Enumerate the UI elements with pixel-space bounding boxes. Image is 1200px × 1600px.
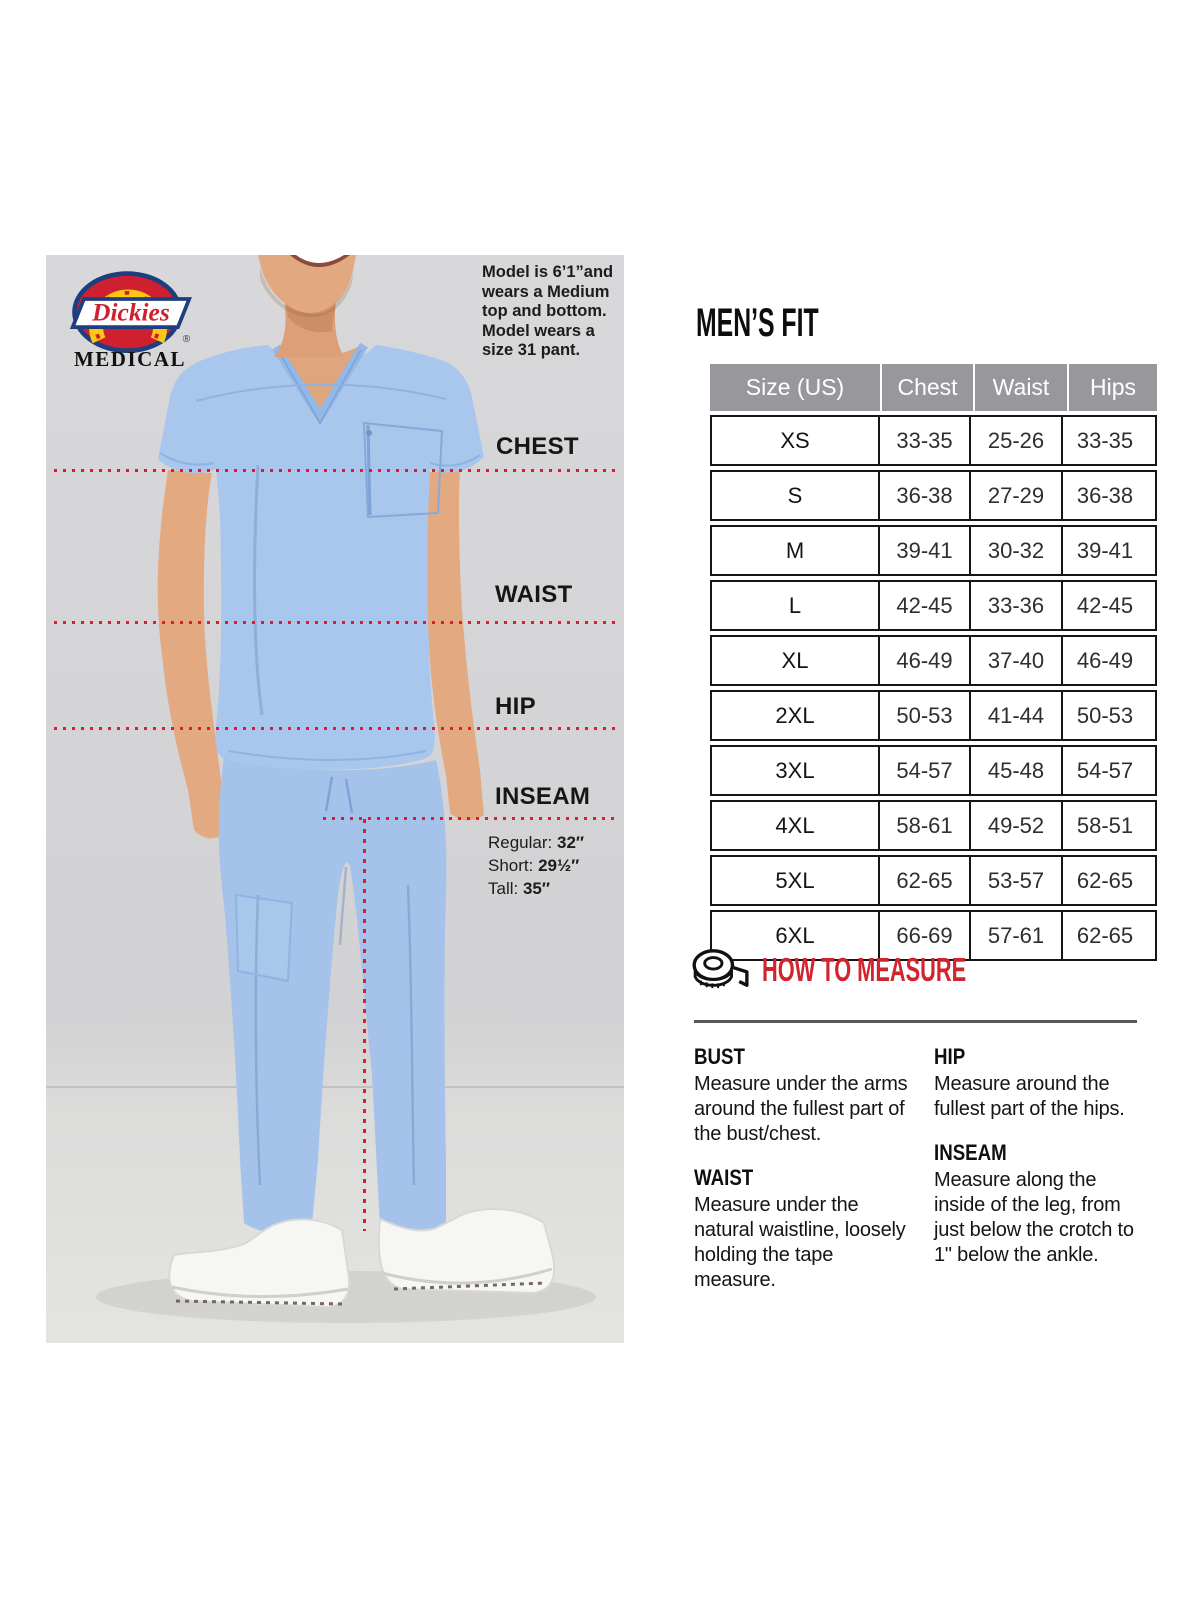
inseam-vertical-line: [363, 819, 366, 1231]
table-row: [710, 745, 1157, 796]
cell-waist: 45-48: [969, 747, 1061, 794]
cell-size: 5XL: [775, 867, 815, 893]
cell-size: 6XL: [775, 922, 815, 948]
inseam-option-tall: Tall: 35″: [488, 879, 551, 898]
cell-waist: 25-26: [969, 417, 1061, 464]
size-chart-title: MEN’S FIT: [696, 301, 819, 345]
cell-chest: 66-69: [878, 912, 969, 959]
table-row: [710, 525, 1157, 576]
inseam-label: INSEAM: [495, 783, 591, 810]
cell-chest: 50-53: [878, 692, 969, 739]
measure-term-bust: BUST: [694, 1044, 745, 1069]
cargo-pocket: [236, 895, 292, 981]
registered-mark: ®: [182, 334, 191, 346]
table-row: [710, 690, 1157, 741]
measure-item-inseam: [934, 1140, 1142, 1268]
cell-size: XL: [781, 647, 809, 673]
cell-chest: 62-65: [878, 857, 969, 904]
inseam-option-short: Short: 29½″: [488, 856, 580, 875]
cell-chest: 46-49: [878, 637, 969, 684]
table-header-row: [710, 364, 1157, 411]
cell-chest: 39-41: [878, 527, 969, 574]
cell-hips: 33-35: [1061, 417, 1147, 464]
cell-size: 2XL: [775, 702, 815, 728]
measure-column-left: [694, 1044, 908, 1311]
table-row: [710, 800, 1157, 851]
model-note: Model is 6’1”and wears a Medium top and bottom. Model wears a size 31 pant.: [482, 263, 614, 359]
table-row: [710, 580, 1157, 631]
measure-definition-waist: Measure under the natural waistline, loosely holding the tape measure.: [694, 1194, 906, 1291]
cell-hips: 36-38: [1061, 472, 1147, 519]
cell-hips: 62-65: [1061, 912, 1147, 959]
cell-chest: 58-61: [878, 802, 969, 849]
cell-hips: 39-41: [1061, 527, 1147, 574]
table-row: [710, 635, 1157, 686]
chest-label: CHEST: [496, 433, 579, 460]
cell-size: S: [787, 482, 803, 508]
measure-definition-bust: Measure under the arms around the fullest part of the bust/chest.: [694, 1073, 908, 1145]
measure-item-hip: [934, 1044, 1142, 1122]
how-to-measure-title: HOW TO MEASURE: [762, 951, 967, 988]
cell-hips: 58-51: [1061, 802, 1147, 849]
inseam-options: [488, 831, 584, 900]
column-header-size: Size (US): [745, 374, 845, 400]
cell-waist: 57-61: [969, 912, 1061, 959]
measure-column-right: [934, 1044, 1142, 1311]
column-header-chest: Chest: [880, 364, 973, 411]
hip-label: HIP: [495, 693, 536, 720]
measure-definition-hip: Measure around the fullest part of the hips.: [934, 1073, 1125, 1120]
inseam-option-regular: Regular: 32″: [488, 833, 585, 852]
inseam-measure-line: [323, 817, 620, 820]
cell-size: XS: [780, 427, 810, 453]
measure-definitions: [694, 1044, 1142, 1311]
cell-size: L: [788, 592, 802, 618]
cell-size: 4XL: [775, 812, 815, 838]
cell-size: 3XL: [775, 757, 815, 783]
cell-hips: 42-45: [1061, 582, 1147, 629]
cell-hips: 46-49: [1061, 637, 1147, 684]
measure-item-bust: [694, 1044, 908, 1147]
column-header-hips: Hips: [1067, 364, 1157, 411]
cell-hips: 54-57: [1061, 747, 1147, 794]
cell-waist: 30-32: [969, 527, 1061, 574]
table-row: [710, 415, 1157, 466]
cell-waist: 33-36: [969, 582, 1061, 629]
cell-waist: 49-52: [969, 802, 1061, 849]
cell-chest: 33-35: [878, 417, 969, 464]
measure-term-inseam: INSEAM: [934, 1140, 1007, 1165]
cell-waist: 37-40: [969, 637, 1061, 684]
cell-hips: 62-65: [1061, 857, 1147, 904]
table-row: [710, 855, 1157, 906]
zipper-pull: [366, 430, 372, 436]
cell-chest: 42-45: [878, 582, 969, 629]
cell-waist: 41-44: [969, 692, 1061, 739]
measure-item-waist: [694, 1165, 908, 1293]
cell-chest: 54-57: [878, 747, 969, 794]
chest-measure-line: [54, 469, 620, 472]
hip-measure-line: [54, 727, 620, 730]
section-divider: [694, 1020, 1137, 1023]
table-row: [710, 470, 1157, 521]
measure-term-waist: WAIST: [694, 1165, 754, 1190]
medical-label: MEDICAL: [73, 347, 186, 371]
cell-hips: 50-53: [1061, 692, 1147, 739]
dickies-wordmark: Dickies: [92, 298, 170, 327]
cell-size: M: [785, 537, 805, 563]
cell-chest: 36-38: [878, 472, 969, 519]
cell-waist: 27-29: [969, 472, 1061, 519]
measure-term-hip: HIP: [934, 1044, 966, 1069]
measuring-tape-icon: [690, 946, 752, 997]
cell-waist: 53-57: [969, 857, 1061, 904]
waist-label: WAIST: [495, 581, 573, 608]
model-photo-panel: [46, 255, 624, 1343]
waist-measure-line: [54, 621, 620, 624]
size-table: [710, 364, 1157, 961]
column-header-waist: Waist: [973, 364, 1067, 411]
measure-definition-inseam: Measure along the inside of the leg, from just below the crotch to 1" below the ankle.: [934, 1169, 1134, 1266]
